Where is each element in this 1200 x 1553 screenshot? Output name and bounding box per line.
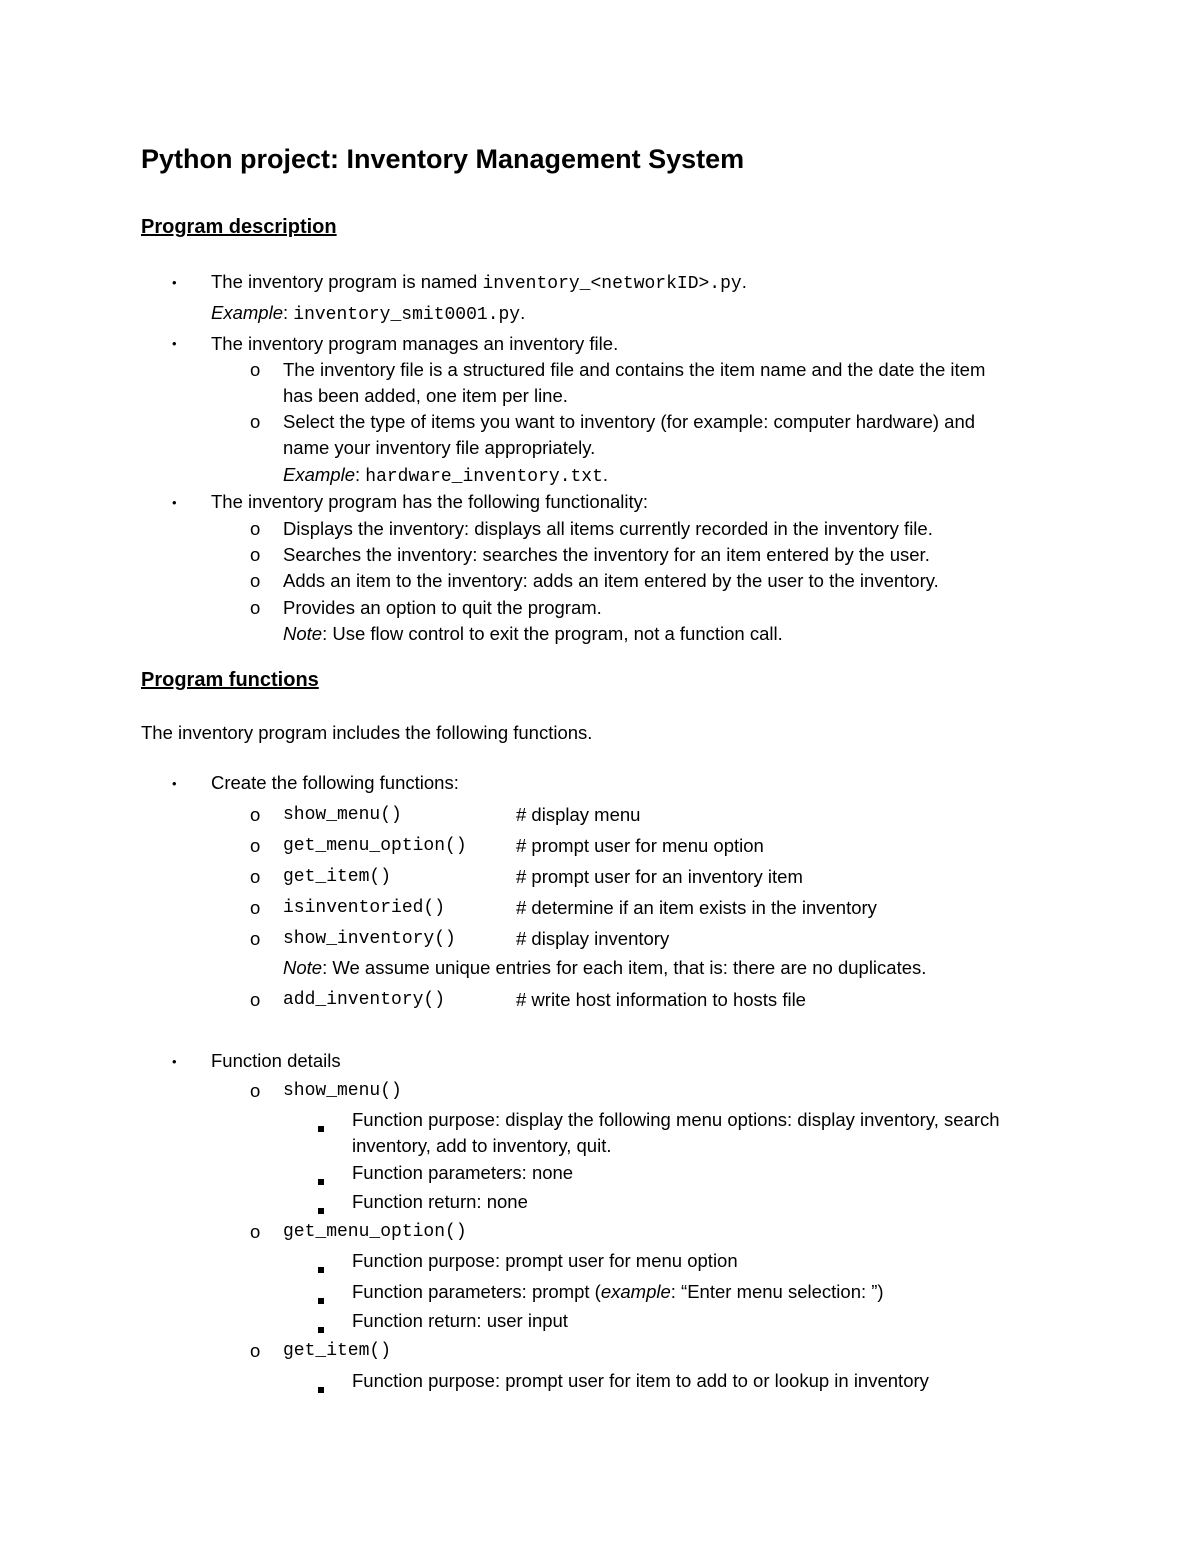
sub-bullet-marker: o xyxy=(250,835,261,856)
sub-bullet-marker: o xyxy=(250,1340,261,1361)
function-comment: # write host information to hosts file xyxy=(516,989,806,1010)
function-name: get_menu_option() xyxy=(283,1222,467,1242)
list-item: Function details xyxy=(211,1050,341,1071)
bullet-marker: • xyxy=(172,336,177,351)
sub-bullet-marker: o xyxy=(250,897,261,918)
sub-item-line: Displays the inventory: displays all items currently recorded in the inventory file. xyxy=(283,518,933,539)
function-comment: # display inventory xyxy=(516,928,670,949)
function-name: get_item() xyxy=(283,867,392,887)
bullet-marker: • xyxy=(172,275,177,290)
detail-line: Function return: none xyxy=(352,1191,528,1212)
square-bullet xyxy=(318,1287,324,1309)
sub-bullet-marker: o xyxy=(250,597,261,618)
sub-bullet-marker: o xyxy=(250,570,261,591)
function-comment: # prompt user for menu option xyxy=(516,835,764,856)
square-bullet xyxy=(318,1376,324,1398)
function-name: get_item() xyxy=(283,1341,392,1361)
bullet-marker: • xyxy=(172,495,177,510)
section-heading-program-functions: Program functions xyxy=(141,669,319,691)
detail-line: Function return: user input xyxy=(352,1310,568,1331)
example-line xyxy=(283,464,608,487)
page-title: Python project: Inventory Management System xyxy=(141,144,745,174)
sub-bullet-marker: o xyxy=(250,989,261,1010)
detail-line: Function purpose: prompt user for item to add to or lookup in inventory xyxy=(352,1370,929,1391)
sub-bullet-marker: o xyxy=(250,359,261,380)
note-line xyxy=(283,623,783,645)
function-name: add_inventory() xyxy=(283,990,446,1010)
square-bullet xyxy=(318,1168,324,1190)
function-comment: # determine if an item exists in the inventory xyxy=(516,897,877,918)
sub-item-line: The inventory file is a structured file and contains the item name and the date the item xyxy=(283,359,986,380)
square-bullet xyxy=(318,1316,324,1338)
sub-bullet-marker: o xyxy=(250,1221,261,1242)
sub-item-line: has been added, one item per line. xyxy=(283,385,568,406)
separator: : xyxy=(282,302,294,323)
sub-item-line: Provides an option to quit the program. xyxy=(283,597,602,618)
list-item xyxy=(211,271,747,294)
bullet-marker: • xyxy=(172,776,177,791)
detail-line xyxy=(352,1281,884,1303)
note-text: : We assume unique entries for each item, that is: there are no duplicates. xyxy=(322,957,927,978)
function-comment: # display menu xyxy=(516,804,641,825)
sub-bullet-marker: o xyxy=(250,1080,261,1101)
code-example: hardware_inventory.txt xyxy=(365,467,603,487)
detail-line: Function parameters: none xyxy=(352,1162,574,1183)
function-name: show_inventory() xyxy=(283,929,456,949)
example-label: example xyxy=(600,1281,671,1302)
detail-line: Function purpose: display the following menu options: display inventory, search xyxy=(352,1109,1000,1130)
code-filename: inventory_<networkID>.py xyxy=(482,274,742,294)
sub-item-line: Searches the inventory: searches the inventory for an item entered by the user. xyxy=(283,544,930,565)
detail-line: Function purpose: prompt user for menu option xyxy=(352,1250,738,1271)
sub-bullet-marker: o xyxy=(250,411,261,432)
function-comment: # prompt user for an inventory item xyxy=(516,866,803,887)
punctuation: . xyxy=(602,464,609,485)
code-example: inventory_smit0001.py xyxy=(293,305,521,325)
square-bullet xyxy=(318,1115,324,1137)
sub-item-line: name your inventory file appropriately. xyxy=(283,437,596,458)
square-bullet xyxy=(318,1197,324,1219)
note-label: Note xyxy=(283,623,323,644)
separator: : xyxy=(354,464,366,485)
sub-item-line: Select the type of items you want to inventory (for example: computer hardware) and xyxy=(283,411,976,432)
detail-text: Function parameters: prompt ( xyxy=(352,1281,601,1302)
example-label: Example xyxy=(283,464,355,485)
paragraph: The inventory program includes the following functions. xyxy=(141,722,593,743)
bullet-marker: • xyxy=(172,1054,177,1069)
note-text: : Use flow control to exit the program, not a function call. xyxy=(322,623,783,644)
function-name: isinventoried() xyxy=(283,898,446,918)
list-item: Create the following functions: xyxy=(211,772,459,793)
square-bullet xyxy=(318,1256,324,1278)
example-label: Example xyxy=(211,302,283,323)
list-item: The inventory program has the following functionality: xyxy=(211,491,649,512)
note-label: Note xyxy=(283,957,323,978)
function-name: show_menu() xyxy=(283,805,402,825)
sub-bullet-marker: o xyxy=(250,518,261,539)
punctuation: . xyxy=(520,302,526,323)
sub-bullet-marker: o xyxy=(250,928,261,949)
sub-bullet-marker: o xyxy=(250,544,261,565)
sub-bullet-marker: o xyxy=(250,804,261,825)
list-item-text: The inventory program is named xyxy=(211,271,483,292)
example-line xyxy=(211,302,525,325)
detail-line: inventory, add to inventory, quit. xyxy=(352,1135,612,1156)
list-item: The inventory program manages an inventory file. xyxy=(211,333,619,354)
punctuation: . xyxy=(741,271,747,292)
sub-item-line: Adds an item to the inventory: adds an item entered by the user to the inventory. xyxy=(283,570,939,591)
function-name: get_menu_option() xyxy=(283,836,467,856)
function-name: show_menu() xyxy=(283,1081,402,1101)
detail-text: : “Enter menu selection: ”) xyxy=(670,1281,884,1302)
section-heading-program-description: Program description xyxy=(141,216,337,238)
note-line xyxy=(283,957,926,979)
sub-bullet-marker: o xyxy=(250,866,261,887)
